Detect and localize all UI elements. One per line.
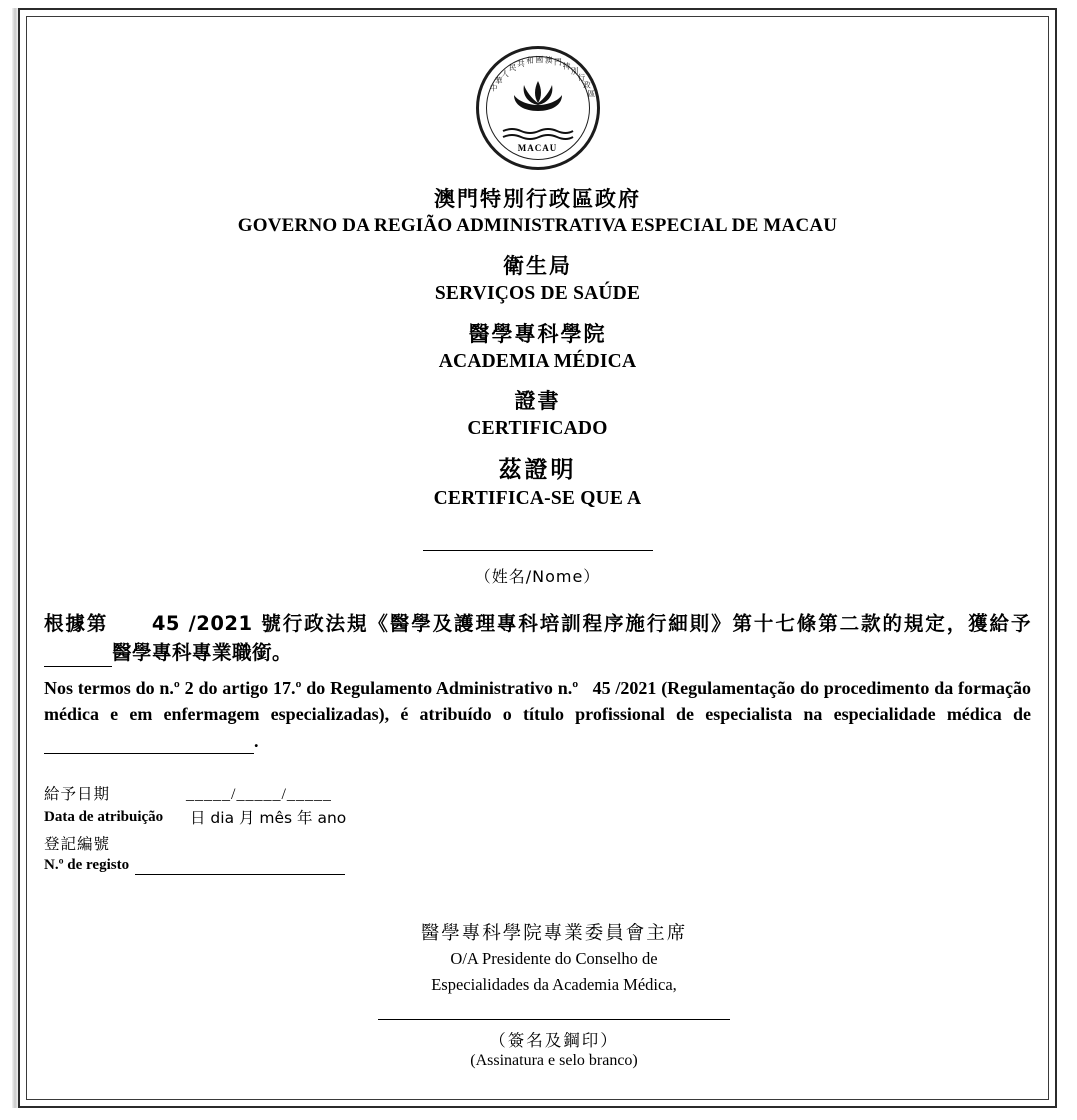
meta-block xyxy=(44,784,1031,876)
name-input-rule[interactable] xyxy=(423,549,653,551)
waves-icon xyxy=(501,127,575,141)
body-pt-part2: (Regulamentação do procedimento da formação médica e em enfermagem especializadas), é atribuído o título profissional de especialista na especialidade médica de xyxy=(44,678,1032,725)
signature-block xyxy=(344,919,764,1070)
heading-certifies-cn: 茲證明 xyxy=(498,456,577,483)
heading-academy-cn: 醫學專科學院 xyxy=(468,321,607,346)
date-label-cn: 給予日期 xyxy=(44,784,111,803)
date-label-pt: Data de atribuição xyxy=(44,809,164,826)
headings-block xyxy=(44,186,1031,512)
body-pt-part1: Nos termos do n.º 2 do artigo 17.º do Regulamento Administrativo n.º xyxy=(44,678,579,699)
signature-title-pt-line2: Especialidades da Academia Médica, xyxy=(431,974,677,994)
date-units: 日 dia 月 mês 年 ano xyxy=(190,808,347,827)
body-pt-part3: . xyxy=(254,730,259,751)
signature-caption-cn: （簽名及鋼印） xyxy=(489,1030,619,1050)
heading-academy-pt: ACADEMIA MÉDICA xyxy=(438,350,637,372)
body-pt-regulation-number: 45 /2021 xyxy=(592,678,657,699)
emblem-container xyxy=(44,46,1031,170)
body-cn-part3: 醫學專科專業職銜。 xyxy=(112,641,293,665)
heading-certifies xyxy=(44,456,1031,512)
name-field-label: （姓名/Nome） xyxy=(474,566,601,586)
heading-health-bureau-pt: SERVIÇOS DE SAÚDE xyxy=(434,283,641,305)
heading-health-bureau-cn: 衛生局 xyxy=(503,253,572,278)
emblem-bottom-text: MACAU xyxy=(517,143,558,153)
body-paragraph-pt xyxy=(44,675,1031,753)
specialty-blank-pt[interactable] xyxy=(44,753,254,754)
heading-academy xyxy=(44,321,1031,375)
heading-health-bureau xyxy=(44,253,1031,307)
signature-title-cn: 醫學專科學院專業委員會主席 xyxy=(420,923,688,945)
date-label-pt-wrap xyxy=(44,808,186,828)
date-slots[interactable]: _____/_____/_____ xyxy=(186,785,332,803)
body-cn-part2: 號行政法規《醫學及護理專科培訓程序施行細則》第十七條第二款的規定，獲給予 xyxy=(261,611,1031,635)
date-row xyxy=(44,784,1031,804)
signature-rule[interactable] xyxy=(378,1018,730,1020)
emblem-arc-text: 中 華 人 民 共 和 國 澳 門 特 別 行 政 區 xyxy=(489,55,596,98)
body-cn-part1: 根據第 xyxy=(44,611,109,635)
body-paragraph-cn xyxy=(44,609,1031,668)
specialty-blank-cn[interactable] xyxy=(44,666,112,667)
signature-title-pt-line1: O/A Presidente do Conselho de xyxy=(450,949,658,969)
heading-government-cn: 澳門特別行政區政府 xyxy=(434,187,641,211)
registration-row-pt xyxy=(44,856,1031,876)
name-field[interactable] xyxy=(44,538,1031,587)
heading-certificate xyxy=(44,388,1031,442)
registration-number-input[interactable] xyxy=(135,873,345,875)
date-labels xyxy=(44,784,186,804)
heading-government-pt: GOVERNO DA REGIÃO ADMINISTRATIVA ESPECIAL DE MACAU xyxy=(237,215,838,237)
macau-sar-emblem-icon xyxy=(476,46,600,170)
body-cn-regulation-number: 45 /2021 xyxy=(151,611,253,635)
registration-label-pt: N.º de registo xyxy=(44,856,130,873)
heading-government xyxy=(44,186,1031,239)
heading-certificate-cn: 證書 xyxy=(514,389,561,414)
registration-row-cn xyxy=(44,834,1031,854)
date-units-row xyxy=(44,806,1031,828)
lotus-icon xyxy=(508,79,568,123)
signature-caption-pt: (Assinatura e selo branco) xyxy=(470,1051,638,1069)
certificate-content xyxy=(44,32,1031,1084)
heading-certificate-pt: CERTIFICADO xyxy=(467,418,608,440)
heading-certifies-pt: CERTIFICA-SE QUE A xyxy=(433,488,642,510)
registration-label-cn: 登記編號 xyxy=(44,834,111,853)
